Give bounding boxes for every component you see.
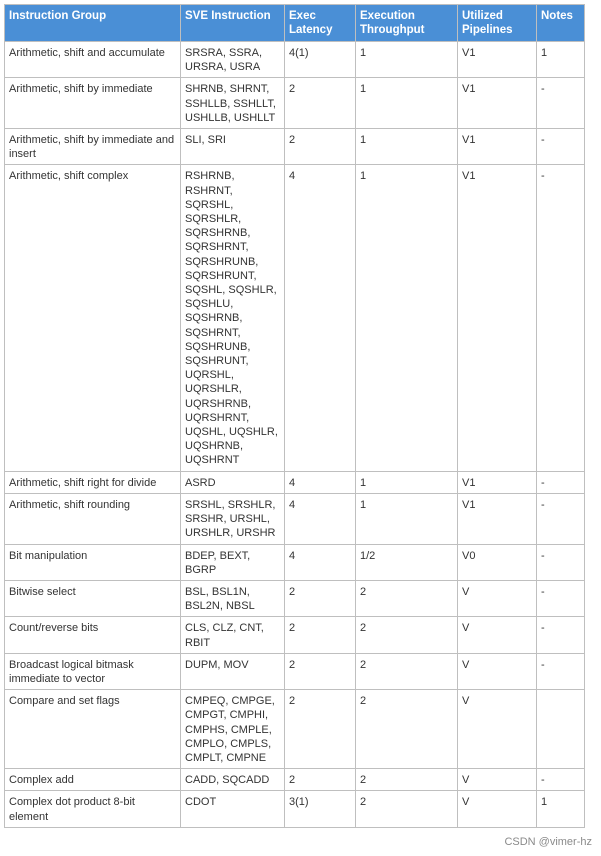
cell-exec-latency: 2 bbox=[285, 78, 356, 129]
watermark: CSDN @vimer-hz bbox=[504, 836, 592, 848]
cell-utilized-pipelines: V bbox=[458, 580, 537, 616]
cell-execution-throughput: 2 bbox=[356, 580, 458, 616]
table-row bbox=[5, 42, 585, 78]
cell-exec-latency: 4 bbox=[285, 544, 356, 580]
cell-exec-latency: 2 bbox=[285, 580, 356, 616]
cell-exec-latency: 2 bbox=[285, 617, 356, 653]
table-row bbox=[5, 653, 585, 689]
cell-notes: - bbox=[537, 493, 585, 544]
cell-instruction-group: Complex add bbox=[5, 769, 181, 791]
cell-instruction-group: Compare and set flags bbox=[5, 690, 181, 769]
cell-instruction-group: Arithmetic, shift right for divide bbox=[5, 471, 181, 493]
cell-sve-instruction: SRSHL, SRSHLR, SRSHR, URSHL, URSHLR, URSHR bbox=[181, 493, 285, 544]
cell-execution-throughput: 1 bbox=[356, 493, 458, 544]
cell-execution-throughput: 1/2 bbox=[356, 544, 458, 580]
cell-utilized-pipelines: V1 bbox=[458, 42, 537, 78]
cell-notes: - bbox=[537, 471, 585, 493]
cell-notes: - bbox=[537, 617, 585, 653]
cell-sve-instruction: SHRNB, SHRNT, SSHLLB, SSHLLT, USHLLB, USHLLT bbox=[181, 78, 285, 129]
cell-exec-latency: 4 bbox=[285, 165, 356, 471]
cell-exec-latency: 2 bbox=[285, 653, 356, 689]
cell-instruction-group: Complex dot product 8-bit element bbox=[5, 791, 181, 827]
cell-execution-throughput: 2 bbox=[356, 791, 458, 827]
cell-sve-instruction: RSHRNB, RSHRNT, SQRSHL, SQRSHLR, SQRSHRNB, SQRSHRNT, SQRSHRUNB, SQRSHRUNT, SQSHL, SQSHLR, SQSHLU, SQSHRNB, SQSHRNT, SQSHRUNB, SQSHRUNT, UQRSHL, UQRSHLR, UQRSHRNB, UQRSHRNT, UQSHL, UQSHLR, UQSHRNB, UQSHRNT bbox=[181, 165, 285, 471]
table-row bbox=[5, 580, 585, 616]
instruction-table bbox=[4, 4, 585, 828]
cell-notes: 1 bbox=[537, 42, 585, 78]
cell-exec-latency: 2 bbox=[285, 690, 356, 769]
cell-utilized-pipelines: V1 bbox=[458, 129, 537, 165]
cell-utilized-pipelines: V bbox=[458, 617, 537, 653]
table-row bbox=[5, 769, 585, 791]
cell-instruction-group: Arithmetic, shift by immediate bbox=[5, 78, 181, 129]
cell-sve-instruction: SRSRA, SSRA, URSRA, USRA bbox=[181, 42, 285, 78]
table-body bbox=[5, 42, 585, 828]
cell-notes bbox=[537, 690, 585, 769]
cell-notes: - bbox=[537, 580, 585, 616]
cell-utilized-pipelines: V0 bbox=[458, 544, 537, 580]
cell-instruction-group: Bit manipulation bbox=[5, 544, 181, 580]
cell-notes: 1 bbox=[537, 791, 585, 827]
cell-sve-instruction: CMPEQ, CMPGE, CMPGT, CMPHI, CMPHS, CMPLE, CMPLO, CMPLS, CMPLT, CMPNE bbox=[181, 690, 285, 769]
cell-notes: - bbox=[537, 78, 585, 129]
table-row bbox=[5, 791, 585, 827]
cell-sve-instruction: DUPM, MOV bbox=[181, 653, 285, 689]
cell-utilized-pipelines: V1 bbox=[458, 78, 537, 129]
cell-notes: - bbox=[537, 129, 585, 165]
cell-exec-latency: 4(1) bbox=[285, 42, 356, 78]
cell-utilized-pipelines: V1 bbox=[458, 471, 537, 493]
header-exec-latency: Exec Latency bbox=[285, 5, 356, 42]
cell-notes: - bbox=[537, 165, 585, 471]
cell-execution-throughput: 2 bbox=[356, 690, 458, 769]
header-execution-throughput: Execution Throughput bbox=[356, 5, 458, 42]
cell-utilized-pipelines: V1 bbox=[458, 165, 537, 471]
cell-notes: - bbox=[537, 769, 585, 791]
table-row bbox=[5, 165, 585, 471]
cell-utilized-pipelines: V bbox=[458, 769, 537, 791]
cell-execution-throughput: 1 bbox=[356, 471, 458, 493]
table-row bbox=[5, 690, 585, 769]
cell-execution-throughput: 1 bbox=[356, 129, 458, 165]
header-notes: Notes bbox=[537, 5, 585, 42]
cell-sve-instruction: CADD, SQCADD bbox=[181, 769, 285, 791]
table-row bbox=[5, 544, 585, 580]
cell-sve-instruction: CLS, CLZ, CNT, RBIT bbox=[181, 617, 285, 653]
header-sve-instruction: SVE Instruction bbox=[181, 5, 285, 42]
cell-exec-latency: 3(1) bbox=[285, 791, 356, 827]
cell-instruction-group: Broadcast logical bitmask immediate to vector bbox=[5, 653, 181, 689]
cell-instruction-group: Arithmetic, shift complex bbox=[5, 165, 181, 471]
header-instruction-group: Instruction Group bbox=[5, 5, 181, 42]
cell-execution-throughput: 2 bbox=[356, 769, 458, 791]
cell-sve-instruction: BDEP, BEXT, BGRP bbox=[181, 544, 285, 580]
cell-exec-latency: 4 bbox=[285, 471, 356, 493]
table-row bbox=[5, 78, 585, 129]
cell-execution-throughput: 1 bbox=[356, 42, 458, 78]
cell-sve-instruction: CDOT bbox=[181, 791, 285, 827]
cell-instruction-group: Count/reverse bits bbox=[5, 617, 181, 653]
cell-execution-throughput: 2 bbox=[356, 617, 458, 653]
cell-execution-throughput: 1 bbox=[356, 165, 458, 471]
table-row bbox=[5, 493, 585, 544]
table-row bbox=[5, 129, 585, 165]
cell-utilized-pipelines: V1 bbox=[458, 493, 537, 544]
cell-execution-throughput: 1 bbox=[356, 78, 458, 129]
cell-sve-instruction: ASRD bbox=[181, 471, 285, 493]
cell-utilized-pipelines: V bbox=[458, 791, 537, 827]
table-header-row bbox=[5, 5, 585, 42]
table-row bbox=[5, 617, 585, 653]
cell-instruction-group: Bitwise select bbox=[5, 580, 181, 616]
cell-notes: - bbox=[537, 544, 585, 580]
cell-notes: - bbox=[537, 653, 585, 689]
cell-utilized-pipelines: V bbox=[458, 690, 537, 769]
cell-instruction-group: Arithmetic, shift and accumulate bbox=[5, 42, 181, 78]
table-row bbox=[5, 471, 585, 493]
instruction-table-container bbox=[4, 4, 585, 828]
cell-exec-latency: 2 bbox=[285, 129, 356, 165]
cell-sve-instruction: SLI, SRI bbox=[181, 129, 285, 165]
header-utilized-pipelines: Utilized Pipelines bbox=[458, 5, 537, 42]
cell-execution-throughput: 2 bbox=[356, 653, 458, 689]
cell-exec-latency: 4 bbox=[285, 493, 356, 544]
cell-utilized-pipelines: V bbox=[458, 653, 537, 689]
cell-sve-instruction: BSL, BSL1N, BSL2N, NBSL bbox=[181, 580, 285, 616]
cell-instruction-group: Arithmetic, shift by immediate and insert bbox=[5, 129, 181, 165]
cell-instruction-group: Arithmetic, shift rounding bbox=[5, 493, 181, 544]
cell-exec-latency: 2 bbox=[285, 769, 356, 791]
